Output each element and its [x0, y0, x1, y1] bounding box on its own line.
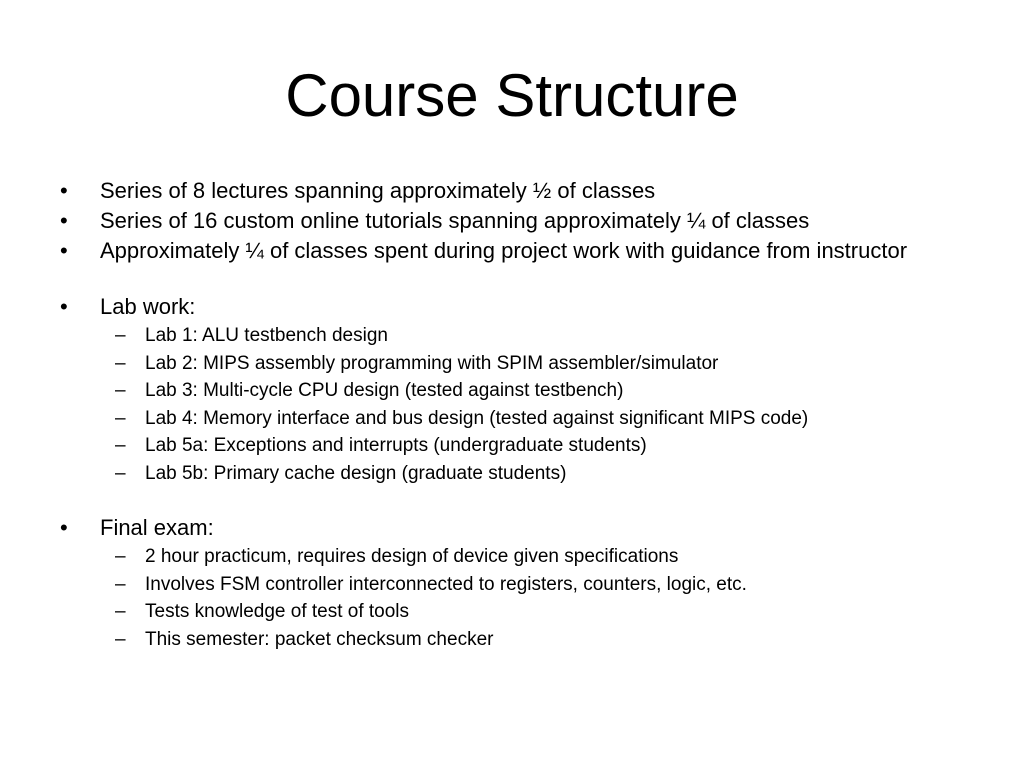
- bullet-text: Approximately ¼ of classes spent during project work with guidance from instructor: [100, 238, 908, 263]
- lab-item: [58, 463, 998, 485]
- lab-heading: Lab work:: [100, 294, 196, 319]
- dash-marker: –: [115, 546, 126, 567]
- slide-body: [58, 179, 998, 656]
- bullet-marker: •: [60, 178, 68, 203]
- slide-title: Course Structure: [285, 62, 739, 129]
- lab-item-text: Lab 1: ALU testbench design: [145, 325, 388, 346]
- exam-item: [58, 629, 998, 651]
- lab-item-text: Lab 5b: Primary cache design (graduate students): [145, 462, 567, 484]
- dash-marker: –: [115, 601, 126, 622]
- dash-marker: –: [115, 628, 126, 650]
- lab-item: [58, 353, 998, 375]
- bullet-marker: •: [60, 515, 68, 540]
- exam-item-text: Involves FSM controller interconnected to registers, counters, logic, etc.: [145, 573, 747, 595]
- bullet-marker: •: [60, 294, 68, 319]
- dash-marker: –: [115, 407, 126, 429]
- lab-item-text: Lab 5a: Exceptions and interrupts (undergraduate students): [145, 435, 647, 456]
- bullet-item: [58, 179, 998, 203]
- spacer: [58, 490, 998, 516]
- lab-item: [58, 435, 998, 457]
- exam-item: [58, 574, 998, 596]
- lab-item: [58, 380, 998, 402]
- exam-item-text: Tests knowledge of test of tools: [145, 601, 410, 622]
- lab-item: [58, 408, 998, 430]
- lab-item: [58, 325, 998, 347]
- exam-item: [58, 601, 998, 623]
- dash-marker: –: [115, 435, 126, 456]
- dash-marker: –: [115, 352, 126, 374]
- dash-marker: –: [115, 325, 126, 346]
- lab-item-text: Lab 2: MIPS assembly programming with SPIM assembler/simulator: [145, 352, 719, 374]
- dash-marker: –: [115, 380, 126, 401]
- bullet-text: Series of 16 custom online tutorials spanning approximately ¼ of classes: [100, 208, 810, 233]
- lab-list: [58, 325, 998, 485]
- bullet-marker: •: [60, 208, 68, 233]
- bullet-marker: •: [60, 238, 68, 263]
- lab-item-text: Lab 4: Memory interface and bus design (tested against significant MIPS code): [145, 407, 809, 429]
- spacer: [58, 269, 998, 295]
- exam-item-text: 2 hour practicum, requires design of device given specifications: [145, 546, 679, 567]
- bullet-text: Series of 8 lectures spanning approximately ½ of classes: [100, 178, 656, 203]
- lab-item-text: Lab 3: Multi-cycle CPU design (tested against testbench): [145, 380, 624, 401]
- exam-item: [58, 546, 998, 568]
- exam-heading: Final exam:: [100, 515, 214, 540]
- dash-marker: –: [115, 462, 126, 484]
- exam-heading-item: [58, 516, 998, 540]
- bullet-item: [58, 209, 998, 233]
- lab-heading-item: [58, 295, 998, 319]
- bullet-item: [58, 239, 998, 263]
- exam-item-text: This semester: packet checksum checker: [145, 628, 494, 650]
- dash-marker: –: [115, 573, 126, 595]
- exam-list: [58, 546, 998, 651]
